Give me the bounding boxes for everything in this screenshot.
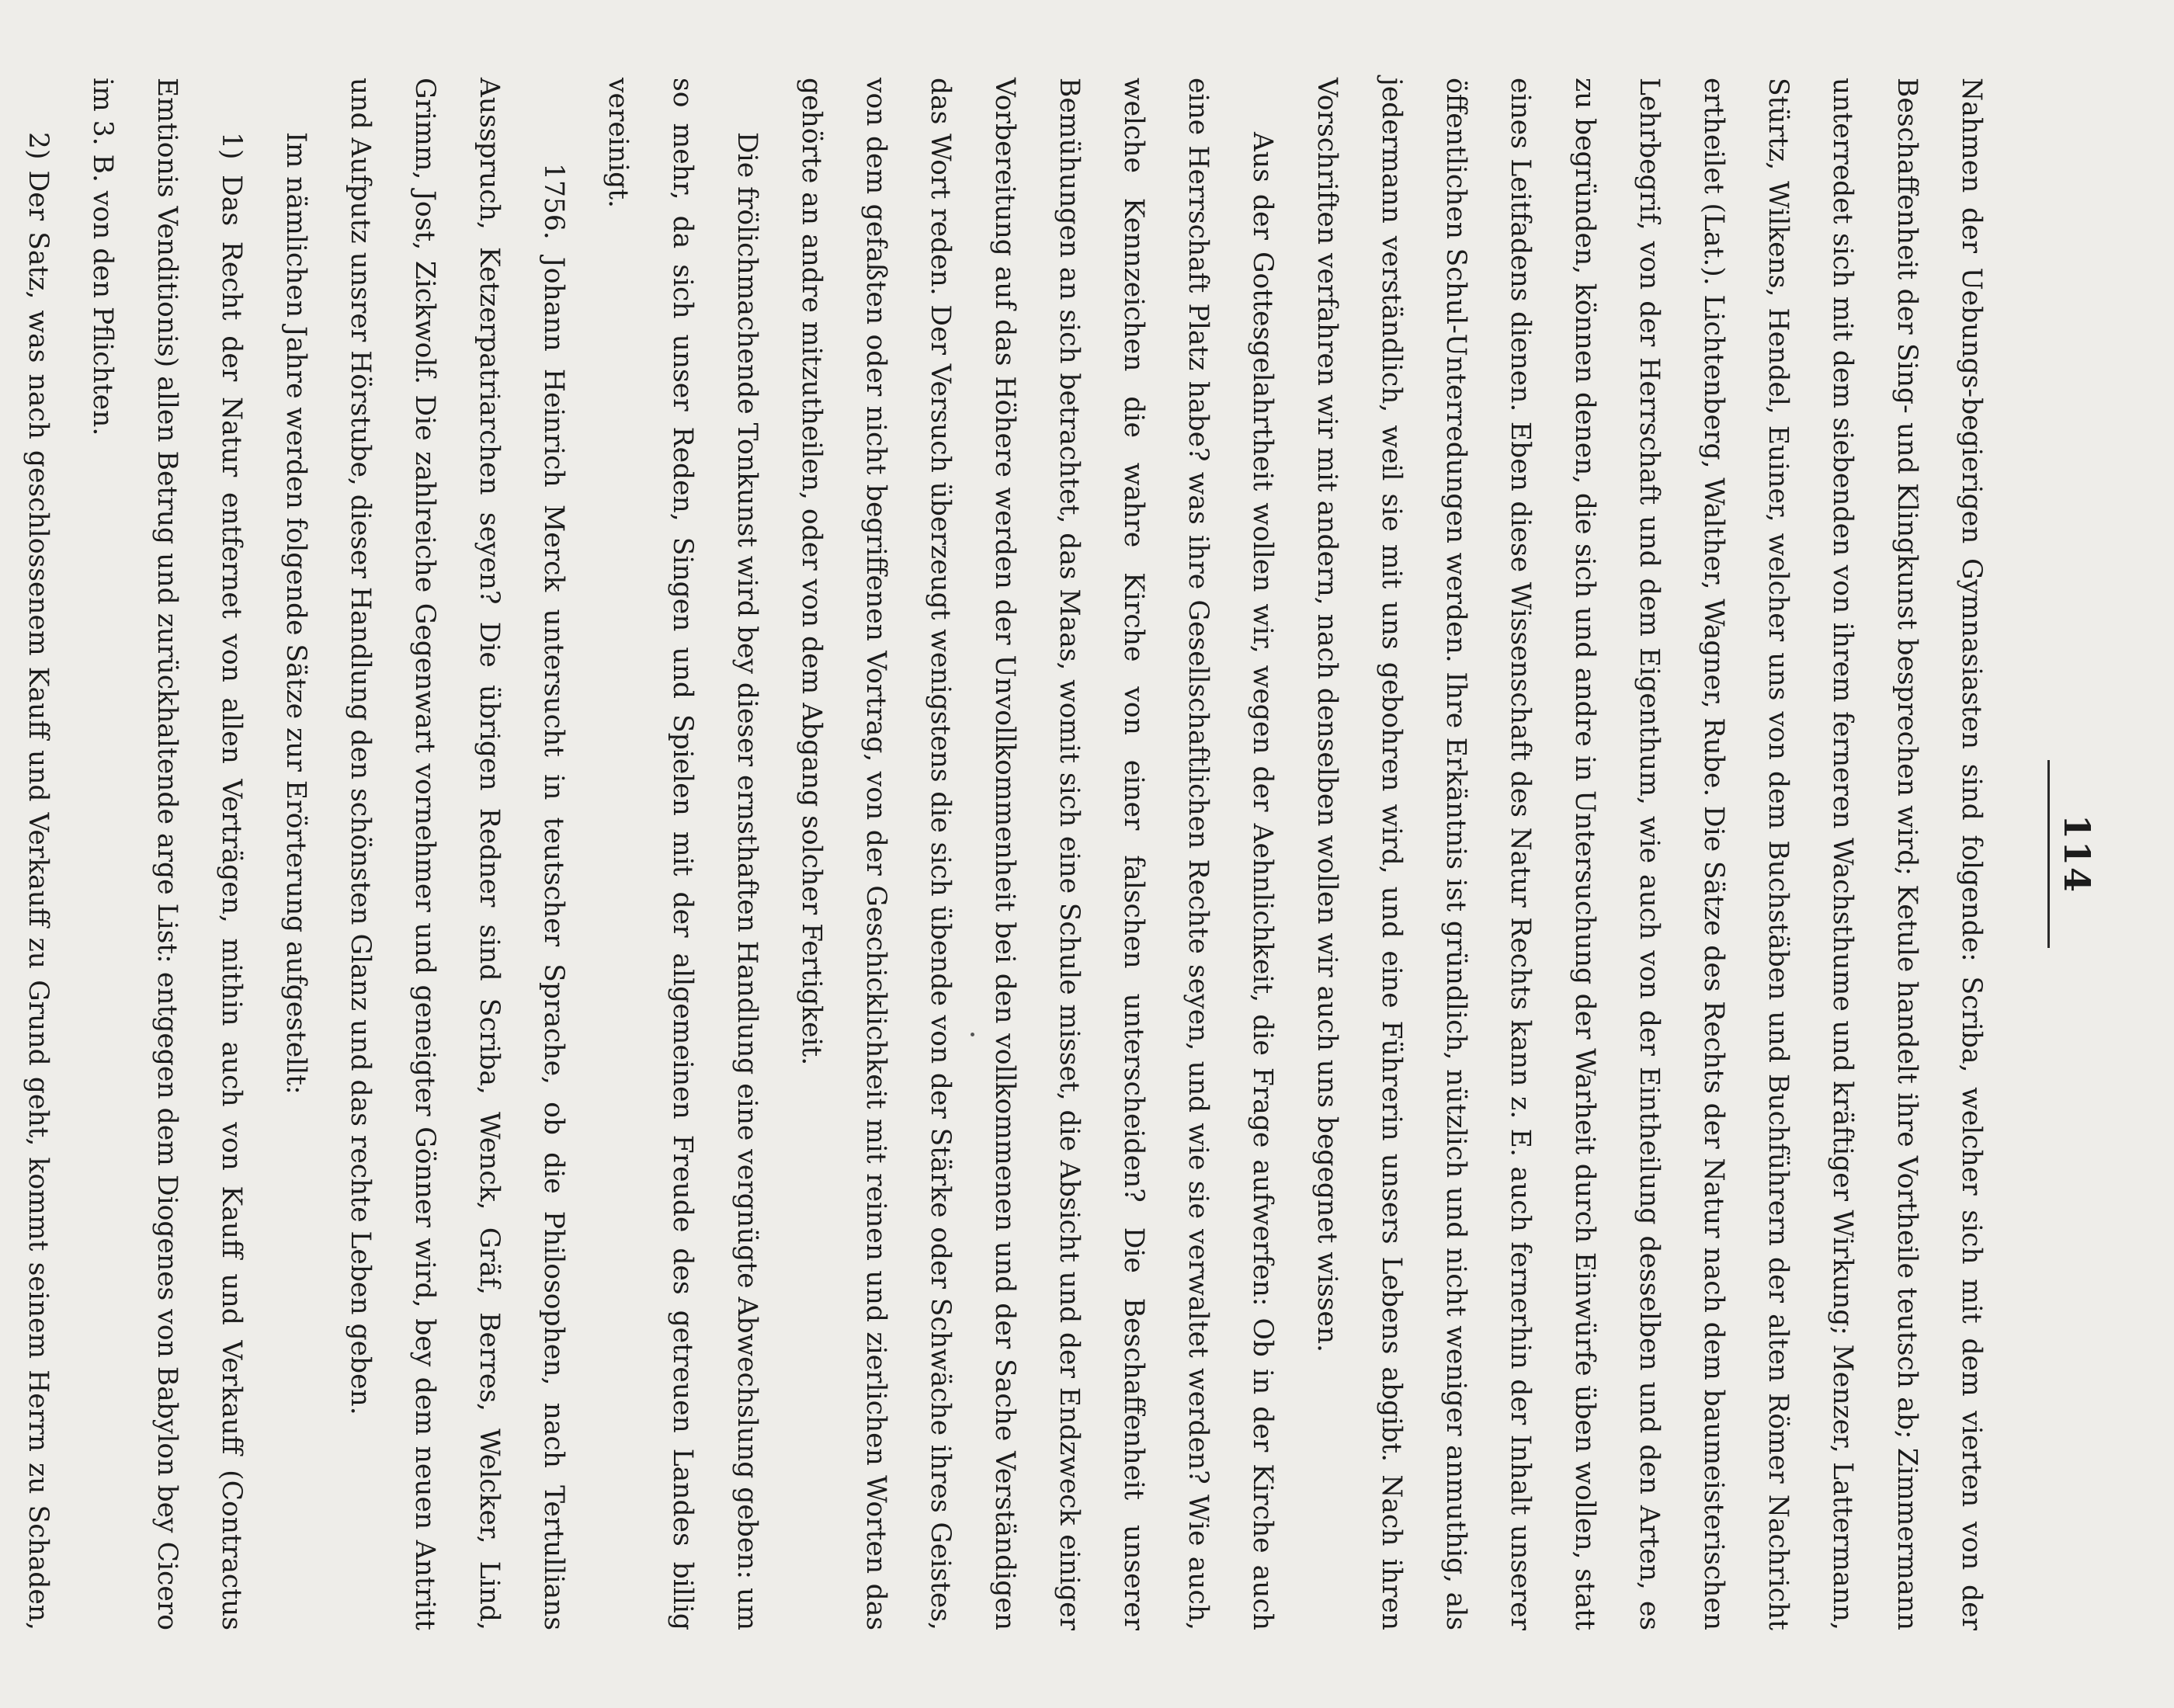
paragraph: Aus der Gottesgelahrtheit wollen wir, wegen der Aehnlichkeit, die Frage aufwerfen: Ob in der Kirche auch eine Herrschaft Platz habe? was ihre Gesellschaftlichen Rechte seyen, und wie sie verwaltet werden? Wie auch, welche Kennzeichen die wahre Kirche von einer falschen unterscheiden? Die Beschaffenheit unserer Bemühungen an sich betrachtet, das Maas, womit sich eine Schule misset, die Absicht und der Endzweck einiger Vorbereitung auf das Höhere werden der Unvollkommenheit bei den vollkommenen und der Sache Verständigen das Wort reden. Der Versuch überzeugt wenigstens die sich übende von der Stärke oder Schwäche ihres Geistes, von dem gefaßten oder nicht begriffenen Vortrag, von der Geschicklichkeit mit reinen und zierlichen Worten das gehörte an andre mitzutheilen, oder von dem Abgang solcher Fertigkeit. xyxy=(796,78,1278,1630)
page-header xyxy=(2026,47,2112,1661)
text-body xyxy=(0,78,2003,1630)
page-number: 114 xyxy=(2047,760,2112,948)
rotated-page-content xyxy=(23,47,2112,1661)
paragraph: Nahmen der Uebungs-begierigen Gymnasiasten sind folgende: Scriba, welcher sich mit dem vierten von der Beschaffenheit der Sing- und Klingkunst besprechen wird; Ketule handelt ihre Vortheile teutsch ab; Zimmermann unterredet sich mit dem siebenden von ihrem ferneren Wachsthume und kräftiger Wirkung; Menzer, Lattermann, Stürtz, Wilkens, Hendel, Euiner, welcher uns von dem Buchstäben und Buchführern der alten Römer Nachricht ertheilet (Lat.). Lichtenberg, Walther, Wagner, Rube. Die Sätze des Rechts der Natur nach dem baumeisterischen Lehrbegrif, von der Herrschaft und dem Eigenthum, wie auch von der Eintheilung desselben und den Arten, es zu begründen, können denen, die sich und andre in Untersuchung der Warheit durch Einwürfe üben wollen, statt eines Leitfadens dienen. Eben diese Wissenschaft des Natur Rechts kann z. E. auch fernerhin der Inhalt unserer öffentlichen Schul-Unterredungen werden. Ihre Erkäntnis ist gründlich, nützlich und nicht weniger anmuthig, als jedermann verständlich, weil sie mit uns gebohren wird, und eine Führerin unsers Lebens abgibt. Nach ihren Vorschriften verfahren wir mit andern, nach denselben wollen wir auch uns begegnet wissen. xyxy=(1311,78,1987,1630)
paragraph: Die frölichmachende Tonkunst wird bey dieser ernsthaften Handlung eine vergnügte Abwechslung geben: um so mehr, da sich unser Reden, Singen und Spielen mit der allgemeinen Freude des getreuen Landes billig vereinigt. xyxy=(603,78,762,1631)
paragraph: 1756. Johann Heinrich Merck untersucht in teutscher Sprache, ob die Philosophen, nach Tertullians Ausspruch, Ketzerpatriarchen seyen? Die übrigen Redner sind Scriba, Wenck, Gräf, Berres, Welcker, Lind, Grimm, Jost, Zickwolf. Die zahlreiche Gegenwart vornehmer und geneigter Gönner wird, bey dem neuen Antritt und Aufputz unsrer Hörstube, dieser Handlung den schönsten Glanz und das rechte Leben geben. xyxy=(345,78,569,1630)
paragraph: 1) Das Recht der Natur entfernet von allen Verträgen, mithin auch von Kauff und Verkauff (Contractus Emtionis Venditionis) allen Betrug und zurückhaltende arge List: entgegen dem Diogenes von Babylon bey Cicero im 3. B. von den Pflichten. xyxy=(87,78,247,1630)
paragraph: Im nämlichen Jahre werden folgende Sätze zur Erörterung aufgestellt: xyxy=(280,132,311,1095)
paragraph: 2) Der Satz, was nach geschlossenem Kauff und Verkauff zu Grund geht, kommt seinem Herrn zu Schaden, xyxy=(23,132,54,1630)
scan-speck xyxy=(971,1033,974,1036)
